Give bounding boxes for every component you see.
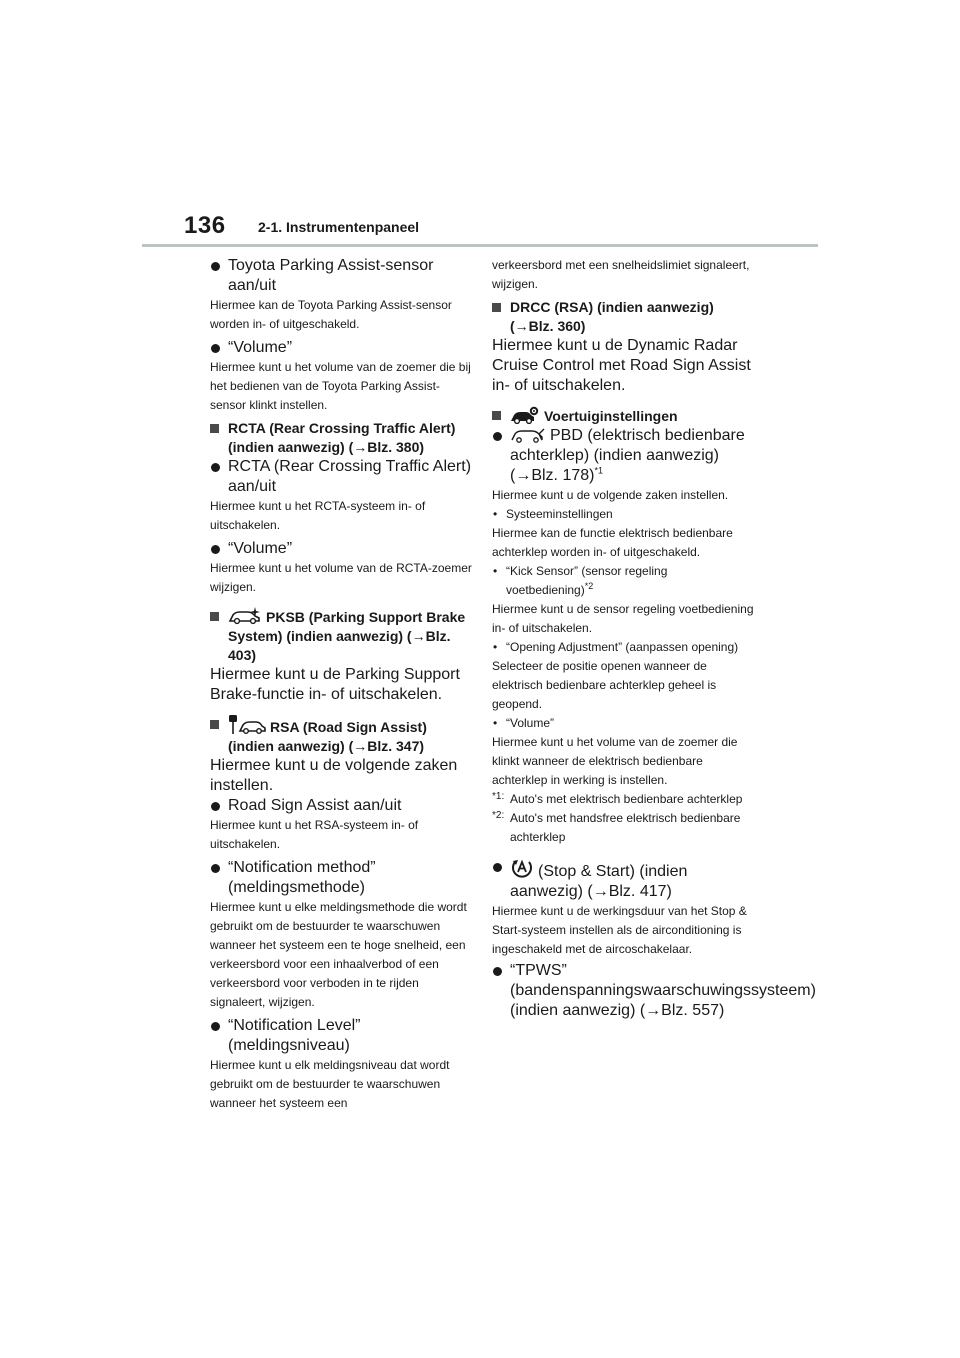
sub-item-label: “Opening Adjustment” (aanpassen opening)	[506, 640, 739, 654]
power-back-door-icon	[510, 427, 546, 443]
item-desc: Hiermee kunt u het RCTA-systeem in- of uitschakelen.	[210, 499, 426, 532]
square-bullet-icon	[492, 411, 501, 420]
list-item	[492, 857, 754, 902]
sub-item-label: Systeeminstellingen	[506, 507, 613, 521]
item-desc: Hiermee kan de Toyota Parking Assist-sensor worden in- of uitgeschakeld.	[210, 298, 452, 331]
item-label: “Volume”	[228, 540, 293, 557]
footnote-key: *2:	[492, 810, 505, 821]
bullet-icon	[211, 545, 220, 554]
bullet-icon	[211, 262, 220, 271]
item-desc: Hiermee kunt u de sensor regeling voetbediening in- of uitschakelen.	[492, 602, 754, 635]
item-desc: Hiermee kunt u het volume van de zoemer die bij het bedienen van de Toyota Parking Assist-sensor klinkt instellen.	[210, 360, 471, 412]
sub-item: • “Kick Sensor” (sensor regeling voetbediening)$^{*2}$	[493, 564, 668, 597]
item-desc: Hiermee kunt u de volgende zaken instellen.	[492, 488, 729, 502]
bullet-icon	[493, 967, 502, 976]
vehicle-settings-icon	[510, 406, 540, 424]
heading-text: RCTA (Rear Crossing Traffic Alert) (indien aanwezig) (→Blz. 380)	[228, 420, 456, 455]
bullet-icon	[211, 864, 220, 873]
square-bullet-icon	[492, 303, 501, 312]
right-column	[492, 256, 816, 1021]
item-label: PBD (elektrisch bedienbare achterklep) (indien aanwezig) (→Blz. 178)	[510, 427, 745, 484]
bullet-icon	[211, 463, 220, 472]
heading-text: RSA (Road Sign Assist) (indien aanwezig) (→Blz. 347)	[228, 719, 427, 754]
bullet-icon	[493, 863, 502, 872]
sub-item: • Systeeminstellingen	[493, 507, 613, 521]
item-desc: Hiermee kunt u het volume van de RCTA-zoemer wijzigen.	[210, 561, 472, 594]
parking-brake-car-icon	[228, 607, 262, 625]
item-label: Road Sign Assist aan/uit	[228, 797, 402, 814]
section-desc: Hiermee kunt u de Dynamic Radar Cruise Control met Road Sign Assist in- of uitschakelen.	[492, 337, 751, 394]
list-item	[210, 457, 472, 497]
footnote-ref: *2	[584, 581, 594, 591]
item-label: (Stop & Start) (indien aanwezig) (→Blz. 417)	[510, 863, 688, 900]
list-item	[210, 539, 472, 559]
footnote	[492, 790, 754, 809]
left-column	[210, 256, 472, 1113]
list-item	[210, 256, 472, 296]
section-heading	[210, 715, 472, 756]
footnote-text: Auto's met handsfree elektrisch bedienbare achterklep	[510, 811, 741, 844]
item-desc: Selecteer de positie openen wanneer de elektrisch bedienbare achterklep geheel is geopend.	[492, 659, 717, 711]
item-label: “TPWS” (bandenspanningswaarschuwingssysteem) (indien aanwezig) (→Blz. 557)	[510, 962, 816, 1019]
item-label: “Notification Level” (meldingsniveau)	[228, 1017, 361, 1054]
list-item	[210, 1016, 472, 1056]
item-label: Toyota Parking Assist-sensor aan/uit	[228, 257, 434, 294]
section-heading	[210, 419, 472, 457]
item-label: “Volume”	[228, 339, 293, 356]
footnote-key: *1:	[492, 791, 505, 802]
sub-item: • “Volume”	[493, 716, 555, 730]
list-item	[210, 796, 472, 816]
continued-text: verkeersbord met een snelheidslimiet signaleert, wijzigen.	[492, 258, 750, 291]
road-sign-car-icon	[228, 715, 266, 735]
section-heading	[492, 406, 754, 426]
heading-text: DRCC (RSA) (indien aanwezig) (→Blz. 360)	[510, 299, 714, 334]
list-item	[492, 961, 816, 1021]
section-heading	[210, 607, 472, 665]
item-desc: Hiermee kunt u het RSA-systeem in- of uitschakelen.	[210, 818, 419, 851]
heading-text: PKSB (Parking Support Brake System) (indien aanwezig) (→Blz. 403)	[228, 609, 466, 663]
bullet-icon	[211, 1022, 220, 1031]
square-bullet-icon	[210, 720, 219, 729]
section-desc: Hiermee kunt u de Parking Support Brake-functie in- of uitschakelen.	[210, 666, 460, 703]
section-title: 2-1. Instrumentenpaneel	[258, 219, 420, 235]
item-label: RCTA (Rear Crossing Traffic Alert) aan/uit	[228, 458, 472, 495]
sub-item: • “Opening Adjustment” (aanpassen opening)	[493, 640, 739, 654]
footnote	[492, 809, 754, 847]
bullet-icon	[211, 802, 220, 811]
footnote-text: Auto's met elektrisch bedienbare achterklep	[510, 792, 743, 806]
item-label: “Notification method” (meldingsmethode)	[228, 859, 376, 896]
section-heading	[492, 298, 754, 336]
item-desc: Hiermee kunt u elk meldingsniveau dat wordt gebruikt om de bestuurder te waarschuwen wanneer het systeem een	[210, 1058, 450, 1110]
list-item	[210, 338, 472, 358]
square-bullet-icon	[210, 612, 219, 621]
item-desc: Hiermee kunt u elke meldingsmethode die wordt gebruikt om de bestuurder te waarschuwen wanneer het systeem een te hoge snelheid, een verkeersbord voor een inhaalverbod of een verkeersbord voor verboden in te rijden signaleert, wijzigen.	[210, 900, 467, 1009]
item-desc: Hiermee kunt u het volume van de zoemer die klinkt wanneer de elektrisch bedienbare achterklep in werking is instellen.	[492, 735, 738, 787]
square-bullet-icon	[210, 424, 219, 433]
stop-start-icon	[510, 857, 534, 879]
footnote-ref: *1	[594, 465, 603, 476]
bullet-icon	[211, 344, 220, 353]
sub-item-label: “Kick Sensor” (sensor regeling voetbediening)	[506, 564, 668, 597]
list-item	[492, 426, 754, 486]
item-desc: Hiermee kunt u de werkingsduur van het Stop & Start-systeem instellen als de airconditioning is ingeschakeld met de aircoschakelaar.	[492, 904, 747, 956]
page-number: 136	[184, 212, 226, 239]
sub-item-label: “Volume”	[506, 716, 555, 730]
bullet-icon	[493, 432, 502, 441]
list-item	[210, 858, 472, 898]
header-rule	[142, 244, 818, 247]
heading-text: Voertuiginstellingen	[544, 408, 678, 424]
section-desc: Hiermee kunt u de volgende zaken instellen.	[210, 757, 458, 794]
item-desc: Hiermee kan de functie elektrisch bedienbare achterklep worden in- of uitgeschakeld.	[492, 526, 733, 559]
